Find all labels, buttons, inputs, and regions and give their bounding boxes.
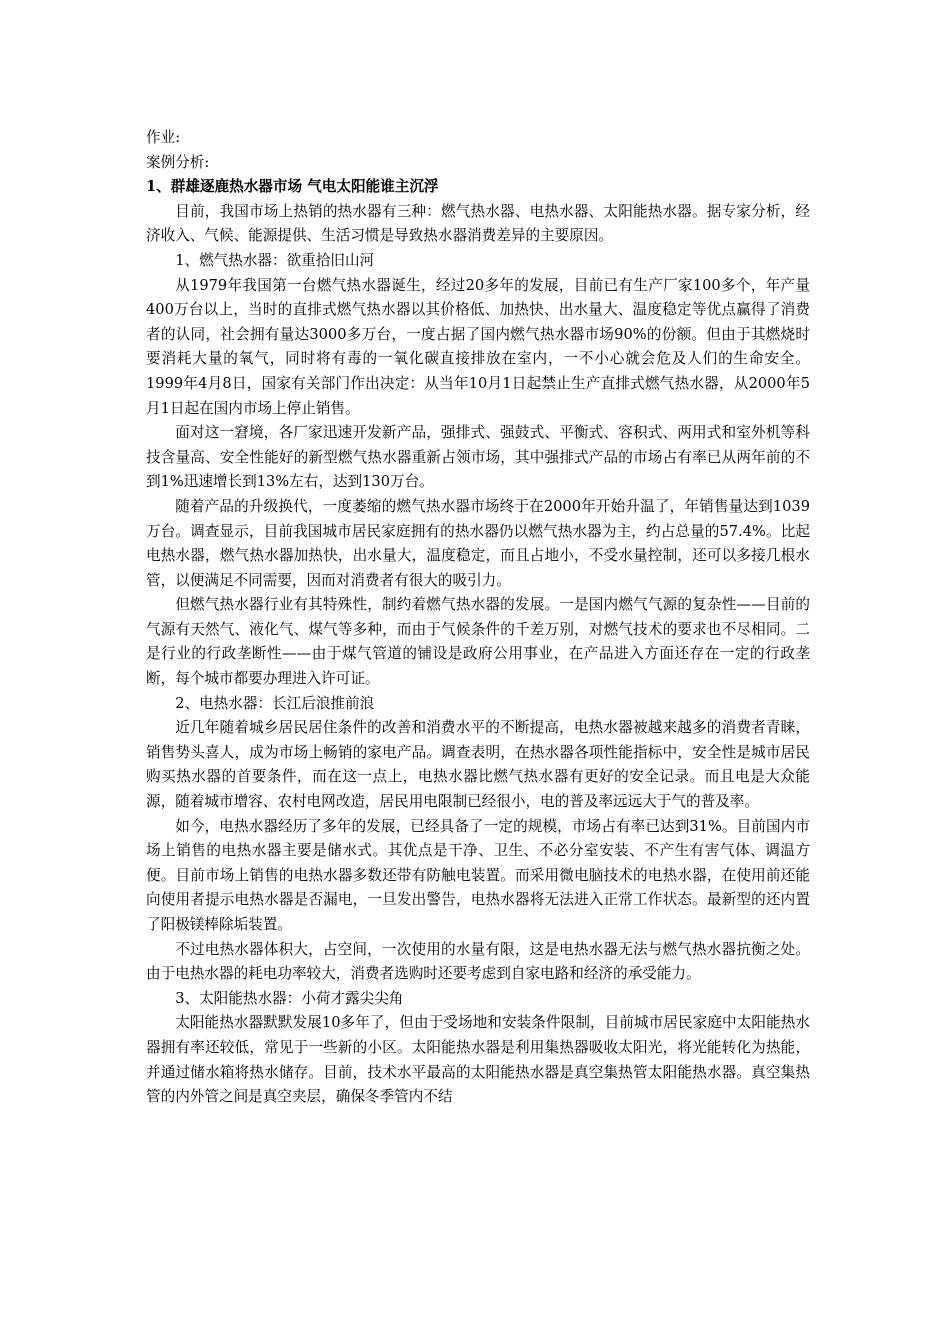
homework-label: 作业:	[146, 129, 181, 146]
section-heading-gas: 1、燃气热水器：欲重拾旧山河	[175, 251, 375, 269]
section-heading-electric: 2、电热水器：长江后浪推前浪	[175, 694, 375, 712]
article-title: 1、群雄逐鹿热水器市场 气电太阳能谁主沉浮	[146, 178, 439, 196]
electric-paragraph-1: 近几年随着城乡居民居住条件的改善和消费水平的不断提高，电热水器被越来越多的消费者青睐，销售势头喜人，成为市场上畅销的家电产品。调查表明，在热水器各项性能指标中，安全性是城市居民购买热水器的首要条件，而在这一点上，电热水器比燃气热水器有更好的安全记录。而且电是大众能源，随着城市增容、农村电网改造，居民用电限制已经很小，电的普及率远远大于气的普及率。	[146, 719, 810, 811]
electric-paragraph-3: 不过电热水器体积大，占空间，一次使用的水量有限，这是电热水器无法与燃气热水器抗衡之处。由于电热水器的耗电功率较大，消费者选购时还要考虑到自家电路和经济的承受能力。	[146, 940, 810, 983]
document-page	[146, 126, 810, 1110]
electric-paragraph-2: 如今，电热水器经历了多年的发展，已经具备了一定的规模，市场占有率已达到31%。目前国内市场上销售的电热水器主要是储水式。其优点是干净、卫生、不必分室安装、不产生有害气体、调温方便。目前市场上销售的电热水器多数还带有防触电装置。而采用微电脑技术的电热水器，在使用前还能向使用者提示电热水器是否漏电，一旦发出警告，电热水器将无法进入正常工作状态。最新型的还内置了阳极镁棒除垢装置。	[146, 817, 810, 933]
gas-paragraph-2: 面对这一窘境，各厂家迅速开发新产品，强排式、强鼓式、平衡式、容积式、两用式和室外机等科技含量高、安全性能好的新型燃气热水器重新占领市场，其中强排式产品的市场占有率已从两年前的不到1%迅速增长到13%左右，达到130万台。	[146, 424, 810, 491]
intro-paragraph: 目前，我国市场上热销的热水器有三种：燃气热水器、电热水器、太阳能热水器。据专家分析，经济收入、气候、能源提供、生活习惯是导致热水器消费差异的主要原因。	[146, 202, 810, 245]
gas-paragraph-3: 随着产品的升级换代，一度萎缩的燃气热水器市场终于在2000年开始升温了，年销售量达到1039万台。调查显示，目前我国城市居民家庭拥有的热水器仍以燃气热水器为主，约占总量的57.4%。比起电热水器，燃气热水器加热快，出水量大，温度稳定，而且占地小，不受水量控制，还可以多接几根水管，以便满足不同需要，因而对消费者有很大的吸引力。	[146, 497, 810, 589]
case-analysis-label: 案例分析:	[146, 153, 210, 171]
section-heading-solar: 3、太阳能热水器：小荷才露尖尖角	[175, 989, 404, 1007]
solar-paragraph-1: 太阳能热水器默默发展10多年了，但由于受场地和安装条件限制，目前城市居民家庭中太阳能热水器拥有率还较低，常见于一些新的小区。太阳能热水器是利用集热器吸收太阳光，将光能转化为热能，并通过储水箱将热水储存。目前，技术水平最高的太阳能热水器是真空集热管太阳能热水器。真空集热管的内外管之间是真空夹层，确保冬季管内不结	[146, 1014, 810, 1106]
gas-paragraph-1: 从1979年我国第一台燃气热水器诞生，经过20多年的发展，目前已有生产厂家100多个，年产量400万台以上，当时的直排式燃气热水器以其价格低、加热快、出水量大、温度稳定等优点赢得了消费者的认同，社会拥有量达3000多万台，一度占据了国内燃气热水器市场90%的份额。但由于其燃烧时要消耗大量的氧气，同时将有毒的一氧化碳直接排放在室内，一不小心就会危及人们的生命安全。1999年4月8日，国家有关部门作出决定：从当年10月1日起禁止生产直排式燃气热水器，从2000年5月1日起在国内市场上停止销售。	[146, 276, 810, 417]
gas-paragraph-4: 但燃气热水器行业有其特殊性，制约着燃气热水器的发展。一是国内燃气气源的复杂性——目前的气源有天然气、液化气、煤气等多种，而由于气候条件的千差万别，对燃气技术的要求也不尽相同。二是行业的行政垄断性——由于煤气管道的铺设是政府公用事业，在产品进入方面还存在一定的行政垄断，每个城市都要办理进入许可证。	[146, 596, 810, 688]
